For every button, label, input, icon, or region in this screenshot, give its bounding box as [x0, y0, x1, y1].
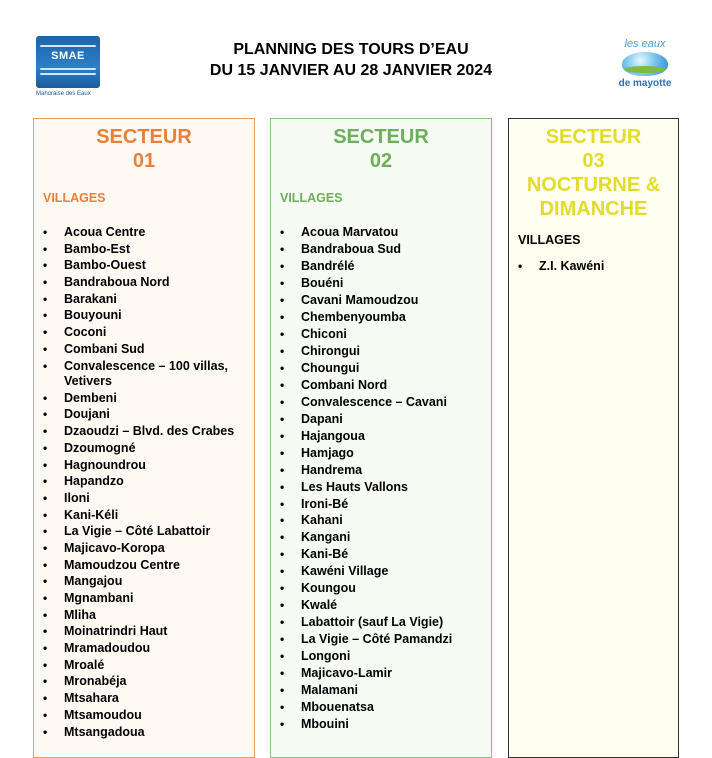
- village-item: • Bambo-Est: [43, 242, 248, 258]
- village-item: • Mroalé: [43, 658, 248, 674]
- village-item: • Les Hauts Vallons: [280, 480, 485, 496]
- village-item: • Mronabéja: [43, 674, 248, 690]
- village-item: • Kwalé: [280, 598, 485, 614]
- title-line-2: DU 15 JANVIER AU 28 JANVIER 2024: [209, 62, 493, 79]
- sector-03-column: [508, 118, 679, 758]
- village-list: [271, 225, 491, 733]
- village-item: • Hamjago: [280, 446, 485, 462]
- village-item: • Chiconi: [280, 327, 485, 343]
- village-item: • Hapandzo: [43, 474, 248, 490]
- wave-icon: [40, 73, 96, 75]
- wave-icon: [40, 68, 96, 70]
- eaux-de-mayotte-logo: [612, 38, 678, 98]
- village-item: • Labattoir (sauf La Vigie): [280, 615, 485, 631]
- village-item: • Convalescence – 100 villas, Vetivers: [43, 359, 248, 390]
- village-item: • Bouyouni: [43, 308, 248, 324]
- village-item: • Kangani: [280, 530, 485, 546]
- village-list: [509, 259, 678, 275]
- village-item: • Mgnambani: [43, 591, 248, 607]
- village-item: • Hagnoundrou: [43, 458, 248, 474]
- village-item: • Dzoumogné: [43, 441, 248, 457]
- village-item: • Chembenyoumba: [280, 310, 485, 326]
- village-item: • Acoua Marvatou: [280, 225, 485, 241]
- village-item: • Mliha: [43, 608, 248, 624]
- wave-icon: [40, 45, 96, 47]
- logo-right-top-text: les eaux: [624, 38, 666, 50]
- village-item: • Coconi: [43, 325, 248, 341]
- sector-title: SECTEUR 01: [96, 126, 192, 172]
- village-item: • Combani Sud: [43, 342, 248, 358]
- leaf-icon: [624, 66, 666, 73]
- village-item: • Bouéni: [280, 276, 485, 292]
- village-item: • La Vigie – Côté Labattoir: [43, 524, 248, 540]
- smae-logo-mark: [36, 36, 100, 88]
- sector-02-column: [270, 118, 492, 758]
- water-drop-icon: [622, 52, 668, 76]
- villages-label: VILLAGES: [43, 191, 106, 205]
- village-item: • Dapani: [280, 412, 485, 428]
- village-item: • Mramadoudou: [43, 641, 248, 657]
- page-title: [150, 39, 552, 81]
- smae-logo-text: SMAE: [51, 50, 85, 62]
- village-item: • La Vigie – Côté Pamandzi: [280, 632, 485, 648]
- village-item: • Majicavo-Koropa: [43, 541, 248, 557]
- title-line-1: PLANNING DES TOURS D’EAU: [233, 41, 469, 58]
- village-item: • Bandraboua Nord: [43, 275, 248, 291]
- village-item: • Mamoudzou Centre: [43, 558, 248, 574]
- village-item: • Convalescence – Cavani: [280, 395, 485, 411]
- village-list: [34, 225, 254, 740]
- village-item: • Kani-Bé: [280, 547, 485, 563]
- sector-01-column: [33, 118, 255, 758]
- village-item: • Bandrélé: [280, 259, 485, 275]
- village-item: • Mbouini: [280, 717, 485, 733]
- village-item: • Bandraboua Sud: [280, 242, 485, 258]
- village-item: • Doujani: [43, 407, 248, 423]
- village-item: • Barakani: [43, 292, 248, 308]
- village-item: • Moinatrindri Haut: [43, 624, 248, 640]
- smae-logo-tagline: Mahoraise des Eaux: [36, 91, 91, 97]
- sector-title: SECTEUR 02: [333, 126, 429, 172]
- village-item: • Combani Nord: [280, 378, 485, 394]
- village-item: • Iloni: [43, 491, 248, 507]
- village-item: • Cavani Mamoudzou: [280, 293, 485, 309]
- village-item: • Longoni: [280, 649, 485, 665]
- village-item: • Bambo-Ouest: [43, 258, 248, 274]
- village-item: • Kahani: [280, 513, 485, 529]
- village-item: • Mangajou: [43, 574, 248, 590]
- villages-label: VILLAGES: [280, 191, 343, 205]
- sector-title: SECTEUR 03 NOCTURNE & DIMANCHE: [526, 126, 661, 220]
- village-item: • Ironi-Bé: [280, 497, 485, 513]
- village-item: • Mtsahara: [43, 691, 248, 707]
- village-item: • Koungou: [280, 581, 485, 597]
- village-item: • Malamani: [280, 683, 485, 699]
- village-item: • Majicavo-Lamir: [280, 666, 485, 682]
- village-item: • Hajangoua: [280, 429, 485, 445]
- village-item: • Mtsamoudou: [43, 708, 248, 724]
- village-item: • Dzaoudzi – Blvd. des Crabes: [43, 424, 248, 440]
- village-item: • Dembeni: [43, 391, 248, 407]
- village-item: • Mtsangadoua: [43, 725, 248, 741]
- village-item: • Mbouenatsa: [280, 700, 485, 716]
- village-item: • Z.I. Kawéni: [518, 259, 672, 275]
- logo-right-bottom-text: de mayotte: [618, 78, 672, 89]
- villages-label: VILLAGES: [518, 233, 581, 247]
- village-item: • Acoua Centre: [43, 225, 248, 241]
- village-item: • Kawéni Village: [280, 564, 485, 580]
- village-item: • Choungui: [280, 361, 485, 377]
- smae-logo: [36, 36, 102, 106]
- village-item: • Chirongui: [280, 344, 485, 360]
- village-item: • Handrema: [280, 463, 485, 479]
- village-item: • Kani-Kéli: [43, 508, 248, 524]
